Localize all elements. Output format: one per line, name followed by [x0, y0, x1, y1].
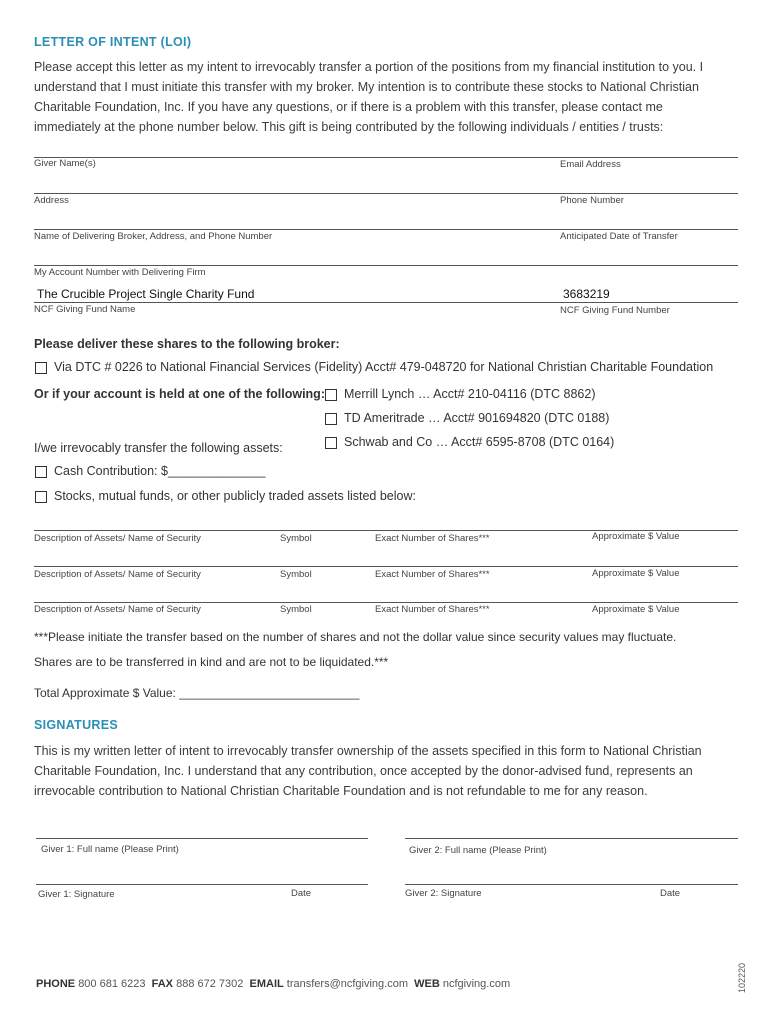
address-line[interactable]: [34, 193, 738, 194]
intro-line: Please accept this letter as my intent to irrevocably transfer a portion of the positions from my financial institution to you. I: [34, 60, 704, 74]
account-line[interactable]: [34, 265, 738, 266]
asset-desc-label: Description of Assets/ Name of Security: [34, 533, 201, 544]
td-checkbox[interactable]: [325, 413, 337, 425]
fax-label: FAX: [151, 978, 174, 990]
broker-line[interactable]: [34, 229, 738, 230]
asset-value-label: Approximate $ Value: [592, 531, 680, 542]
fund-number-label: NCF Giving Fund Number: [560, 305, 670, 316]
giver1-name-label: Giver 1: Full name (Please Print): [41, 844, 179, 855]
asset-desc-label: Description of Assets/ Name of Security: [34, 604, 201, 615]
fund-number-value[interactable]: 3683219: [563, 287, 610, 301]
asset-shares-label: Exact Number of Shares***: [375, 604, 490, 615]
giver-name-line[interactable]: [34, 157, 738, 158]
page-title: LETTER OF INTENT (LOI): [34, 35, 192, 49]
signatures-line: Charitable Foundation, Inc. I understand that any contribution, once accepted by the donor-advised fund, represents an: [34, 764, 693, 778]
intro-paragraph: [34, 57, 754, 137]
email-label: EMAIL: [249, 978, 284, 990]
phone-label: Phone Number: [560, 195, 624, 206]
intro-line: understand that I must initiate this transfer with my broker. My intention is to contribute these stocks to National Christian: [34, 80, 699, 94]
asset-symbol-label: Symbol: [280, 604, 312, 615]
cash-option-label: Cash Contribution: $______________: [54, 464, 266, 478]
email-label: Email Address: [560, 159, 621, 170]
schwab-option-label: Schwab and Co … Acct# 6595-8708 (DTC 0164): [344, 435, 615, 449]
web-label: WEB: [414, 978, 440, 990]
asset-value-label: Approximate $ Value: [592, 568, 680, 579]
dtc-checkbox[interactable]: [35, 362, 47, 374]
giver1-signature-label: Giver 1: Signature: [38, 889, 115, 900]
fund-name-label: NCF Giving Fund Name: [34, 304, 136, 315]
asset-row-line[interactable]: [34, 602, 738, 603]
total-value-field[interactable]: Total Approximate $ Value: ___________________________: [34, 686, 360, 700]
asset-value-label: Approximate $ Value: [592, 604, 680, 615]
signatures-line: irrevocable contribution to National Christian Charitable Foundation and is not refundable to me for any reason.: [34, 784, 648, 798]
stocks-checkbox[interactable]: [35, 491, 47, 503]
irrevocable-label: I/we irrevocably transfer the following assets:: [34, 441, 283, 455]
signatures-line: This is my written letter of intent to irrevocably transfer ownership of the assets specified in this form to National Christian: [34, 744, 702, 758]
schwab-checkbox[interactable]: [325, 437, 337, 449]
asset-symbol-label: Symbol: [280, 569, 312, 580]
giver1-signature-line[interactable]: [36, 884, 368, 885]
broker-label: Name of Delivering Broker, Address, and Phone Number: [34, 231, 273, 242]
asset-symbol-label: Symbol: [280, 533, 312, 544]
intro-line: Charitable Foundation, Inc. If you have any questions, or if there is a problem with this transfer, please contact me: [34, 100, 663, 114]
merrill-checkbox[interactable]: [325, 389, 337, 401]
stocks-option-label: Stocks, mutual funds, or other publicly traded assets listed below:: [54, 489, 416, 503]
giver2-date-label: Date: [660, 888, 681, 899]
asset-row-line[interactable]: [34, 566, 738, 567]
phone-number: 800 681 6223: [78, 978, 146, 990]
asset-desc-label: Description of Assets/ Name of Security: [34, 569, 201, 580]
email-link[interactable]: transfers@ncfgiving.com: [286, 978, 409, 990]
giver-name-label: Giver Name(s): [34, 158, 96, 169]
phone-label: PHONE: [36, 978, 76, 990]
fax-number: 888 672 7302: [176, 978, 244, 990]
intro-line: immediately at the phone number below. This gift is being contributed by the following individuals / entities / trusts:: [34, 120, 664, 134]
merrill-option-label: Merrill Lynch … Acct# 210-04116 (DTC 8862): [344, 387, 596, 401]
signatures-heading: SIGNATURES: [34, 718, 119, 732]
asset-shares-label: Exact Number of Shares***: [375, 533, 490, 544]
giver2-name-label: Giver 2: Full name (Please Print): [409, 845, 547, 856]
held-at-label: Or if your account is held at one of the following:: [34, 387, 325, 401]
fund-line: [34, 302, 738, 303]
shares-note: ***Please initiate the transfer based on the number of shares and not the dollar value since security values may fluctuate.: [34, 630, 677, 644]
delivery-title: Please deliver these shares to the following broker:: [34, 337, 340, 351]
in-kind-note: Shares are to be transferred in kind and are not to be liquidated.***: [34, 655, 389, 669]
fund-name-value[interactable]: The Crucible Project Single Charity Fund: [37, 287, 255, 301]
form-code: 102220: [737, 962, 747, 993]
giver1-date-label: Date: [291, 888, 312, 899]
giver2-signature-label: Giver 2: Signature: [405, 888, 482, 899]
address-label: Address: [34, 195, 69, 206]
td-option-label: TD Ameritrade … Acct# 901694820 (DTC 0188): [344, 411, 610, 425]
transfer-date-label: Anticipated Date of Transfer: [560, 231, 678, 242]
asset-shares-label: Exact Number of Shares***: [375, 569, 490, 580]
giver1-name-line[interactable]: [36, 838, 368, 839]
giver2-signature-line[interactable]: [405, 884, 738, 885]
footer-contact: [36, 978, 510, 990]
account-label: My Account Number with Delivering Firm: [34, 267, 206, 278]
signatures-paragraph: [34, 741, 754, 801]
dtc-option-label: Via DTC # 0226 to National Financial Services (Fidelity) Acct# 479-048720 for National Christian Charitable Foundation: [54, 360, 714, 374]
cash-checkbox[interactable]: [35, 466, 47, 478]
giver2-name-line[interactable]: [405, 838, 738, 839]
web-link[interactable]: ncfgiving.com: [442, 978, 511, 990]
